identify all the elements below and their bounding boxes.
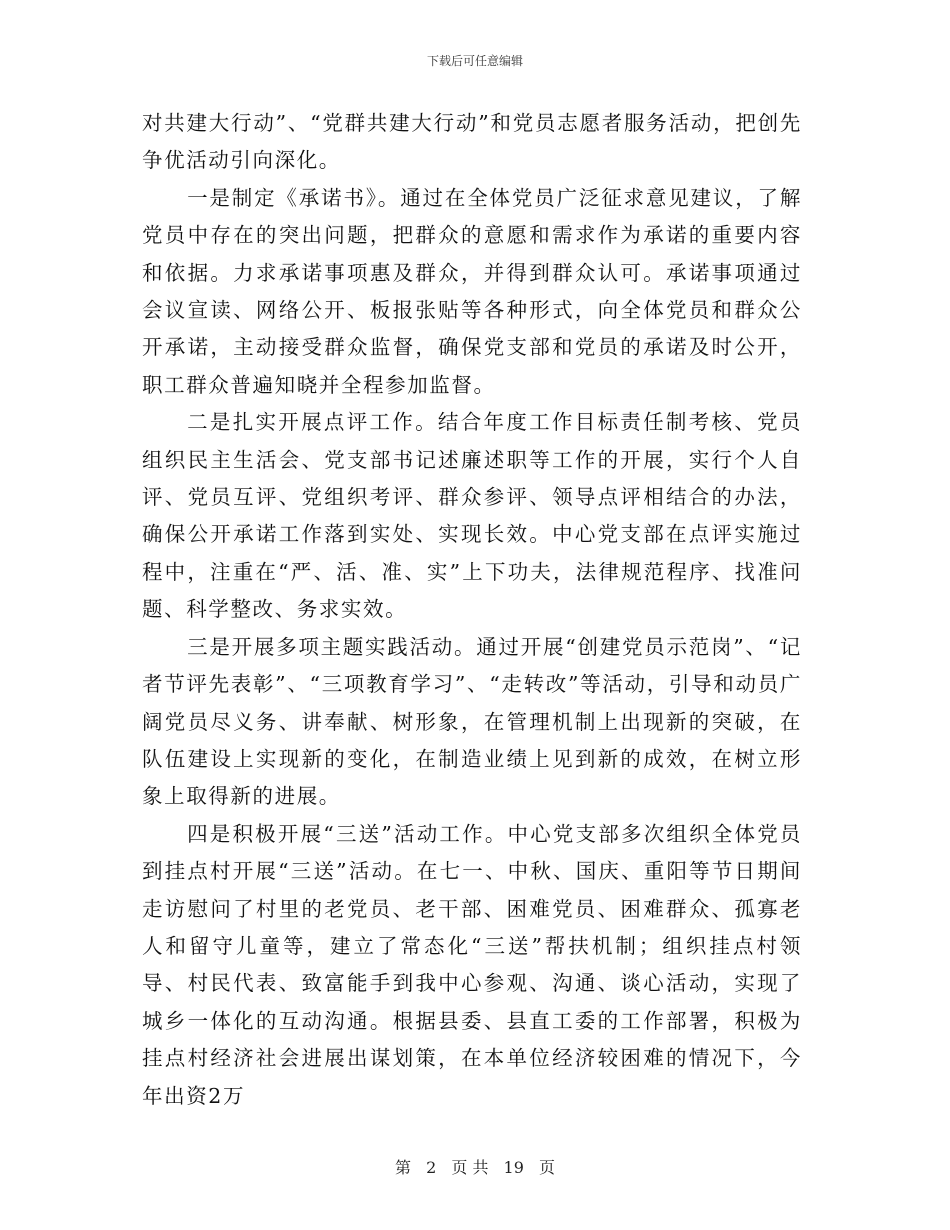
paragraph-review: 二是扎实开展点评工作。结合年度工作目标责任制考核、党员组织民主生活会、党支部书记述廉述职等工作的开展，实行个人自评、党员互评、党组织考评、群众参评、领导点评相结合的办法，确保公开承诺工作落到实处、实现长效。中心党支部在点评实施过程中，注重在“严、活、准、实”上下功夫，法律规范程序、找准问题、科学整改、务求实效。 (142, 410, 802, 622)
page-footer (0, 1155, 950, 1178)
current-page-number: 2 (426, 1158, 437, 1177)
footer-suffix: 页 (539, 1158, 556, 1177)
footer-middle: 页 共 (451, 1158, 489, 1177)
total-page-count: 19 (503, 1158, 524, 1177)
footer-prefix: 第 (394, 1158, 411, 1177)
page-header: 下载后可任意编辑 (426, 54, 523, 68)
paragraph-commitment: 一是制定《承诺书》。通过在全体党员广泛征求意见建议，了解党员中存在的突出问题，把群众的意愿和需求作为承诺的重要内容和依据。力求承诺事项惠及群众，并得到群众认可。承诺事项通过会议宣读、网络公开、板报张贴等各种形式，向全体党员和群众公开承诺，主动接受群众监督，确保党支部和党员的承诺及时公开，职工群众普遍知晓并全程参加监督。 (142, 185, 802, 397)
document-body (142, 105, 802, 1115)
paragraph-continuation: 对共建大行动”、“党群共建大行动”和党员志愿者服务活动，把创先争优活动引向深化。 (142, 111, 802, 173)
paragraph-practice: 三是开展多项主题实践活动。通过开展“创建党员示范岗”、“记者节评先表彰”、“三项教育学习”、“走转改”等活动，引导和动员广阔党员尽义务、讲奉献、树形象，在管理机制上出现新的突破，在队伍建设上实现新的变化，在制造业绩上见到新的成效，在树立形象上取得新的进展。 (142, 634, 802, 809)
paragraph-three-sends: 四是积极开展“三送”活动工作。中心党支部多次组织全体党员到挂点村开展“三送”活动。在七一、中秋、国庆、重阳等节日期间走访慰问了村里的老党员、老干部、困难党员、困难群众、孤寡老人和留守儿童等，建立了常态化“三送”帮扶机制；组织挂点村领导、村民代表、致富能手到我中心参观、沟通、谈心活动，实现了城乡一体化的互动沟通。根据县委、县直工委的工作部署，积极为挂点村经济社会进展出谋划策，在本单位经济较困难的情况下，今年出资2万 (142, 821, 802, 1108)
